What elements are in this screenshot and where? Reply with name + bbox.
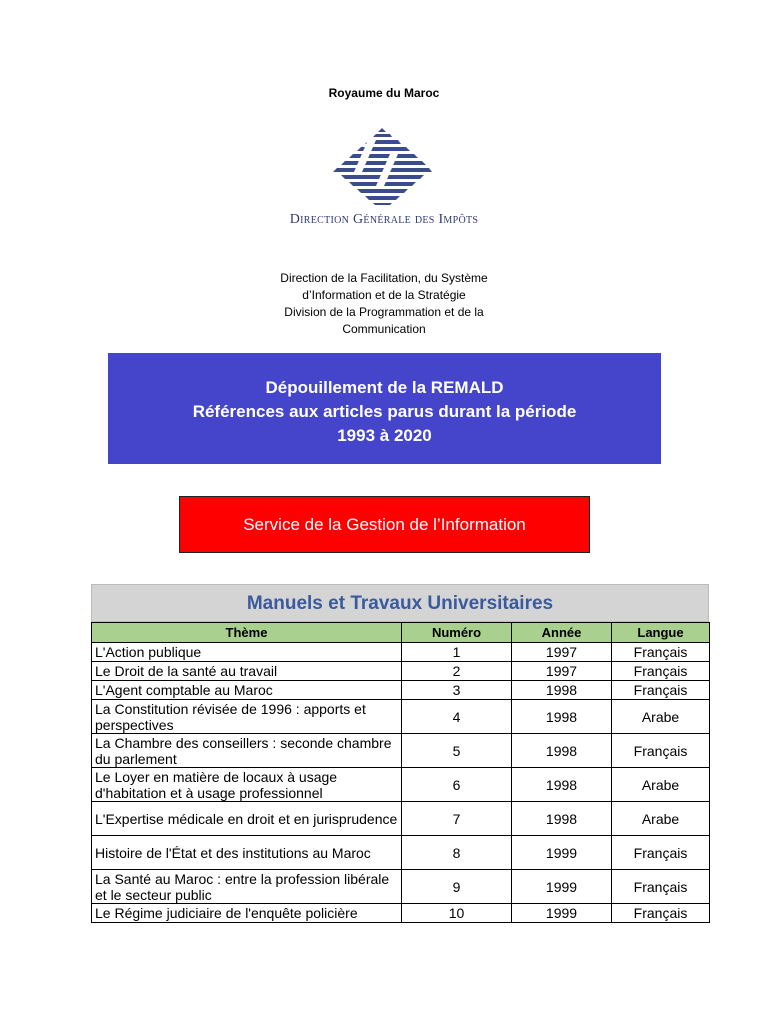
cell-langue: Arabe [612, 768, 710, 802]
table-row [92, 643, 710, 662]
cell-theme: L'Action publique [92, 643, 402, 662]
cell-langue: Français [612, 681, 710, 700]
banner-line: 1993 à 2020 [337, 426, 432, 445]
cell-numero: 2 [402, 662, 512, 681]
cell-theme: Le Loyer en matière de locaux à usage d'habitation et à usage professionnel [92, 768, 402, 802]
cell-annee: 1998 [512, 768, 612, 802]
column-header-theme: Thème [92, 623, 402, 643]
cell-numero: 1 [402, 643, 512, 662]
table-row [92, 904, 710, 923]
cell-theme: Le Régime judiciaire de l'enquête policière [92, 904, 402, 923]
cell-theme: La Chambre des conseillers : seconde chambre du parlement [92, 734, 402, 768]
table-row [92, 870, 710, 904]
cell-annee: 1997 [512, 643, 612, 662]
banner-line: Références aux articles parus durant la période [192, 402, 577, 421]
table-row [92, 768, 710, 802]
cell-numero: 5 [402, 734, 512, 768]
cell-langue: Français [612, 870, 710, 904]
kingdom-label: Royaume du Maroc [328, 86, 440, 100]
cell-theme: L'Agent comptable au Maroc [92, 681, 402, 700]
department-block [234, 270, 534, 338]
title-banner [108, 353, 661, 464]
cell-langue: Français [612, 836, 710, 870]
cell-langue: Français [612, 643, 710, 662]
cell-annee: 1998 [512, 734, 612, 768]
department-line: Communication [342, 322, 426, 336]
cell-theme: Histoire de l'État et des institutions au Maroc [92, 836, 402, 870]
cell-numero: 6 [402, 768, 512, 802]
cell-annee: 1998 [512, 802, 612, 836]
department-line: Direction de la Facilitation, du Système [280, 271, 488, 285]
cell-theme: L'Expertise médicale en droit et en jurisprudence [92, 802, 402, 836]
cell-theme: Le Droit de la santé au travail [92, 662, 402, 681]
cell-langue: Français [612, 904, 710, 923]
cell-annee: 1997 [512, 662, 612, 681]
table-row [92, 700, 710, 734]
column-header-annee: Année [512, 623, 612, 643]
cell-numero: 10 [402, 904, 512, 923]
references-table [91, 622, 710, 923]
cell-annee: 1999 [512, 870, 612, 904]
dgi-logo-text: Direction Générale des Impôts [289, 212, 479, 227]
department-line: d’Information et de la Stratégie [302, 288, 466, 302]
cell-annee: 1998 [512, 700, 612, 734]
cell-langue: Français [612, 662, 710, 681]
cell-langue: Arabe [612, 802, 710, 836]
cell-numero: 4 [402, 700, 512, 734]
dgi-logo-icon [328, 126, 436, 206]
cell-annee: 1999 [512, 904, 612, 923]
cell-theme: La Santé au Maroc : entre la profession libérale et le secteur public [92, 870, 402, 904]
table-row [92, 681, 710, 700]
table-title: Manuels et Travaux Universitaires [91, 584, 709, 622]
table-row [92, 662, 710, 681]
cell-annee: 1999 [512, 836, 612, 870]
cell-numero: 9 [402, 870, 512, 904]
cell-numero: 3 [402, 681, 512, 700]
cell-langue: Français [612, 734, 710, 768]
service-banner: Service de la Gestion de l’Information [179, 496, 590, 553]
cell-numero: 7 [402, 802, 512, 836]
column-header-langue: Langue [612, 623, 710, 643]
banner-line: Dépouillement de la REMALD [265, 378, 504, 397]
table-row [92, 734, 710, 768]
table-row [92, 836, 710, 870]
cell-langue: Arabe [612, 700, 710, 734]
table-row [92, 802, 710, 836]
column-header-numero: Numéro [402, 623, 512, 643]
department-line: Division de la Programmation et de la [284, 305, 484, 319]
cell-theme: La Constitution révisée de 1996 : apports et perspectives [92, 700, 402, 734]
cell-annee: 1998 [512, 681, 612, 700]
cell-numero: 8 [402, 836, 512, 870]
table-header-row [92, 623, 710, 643]
